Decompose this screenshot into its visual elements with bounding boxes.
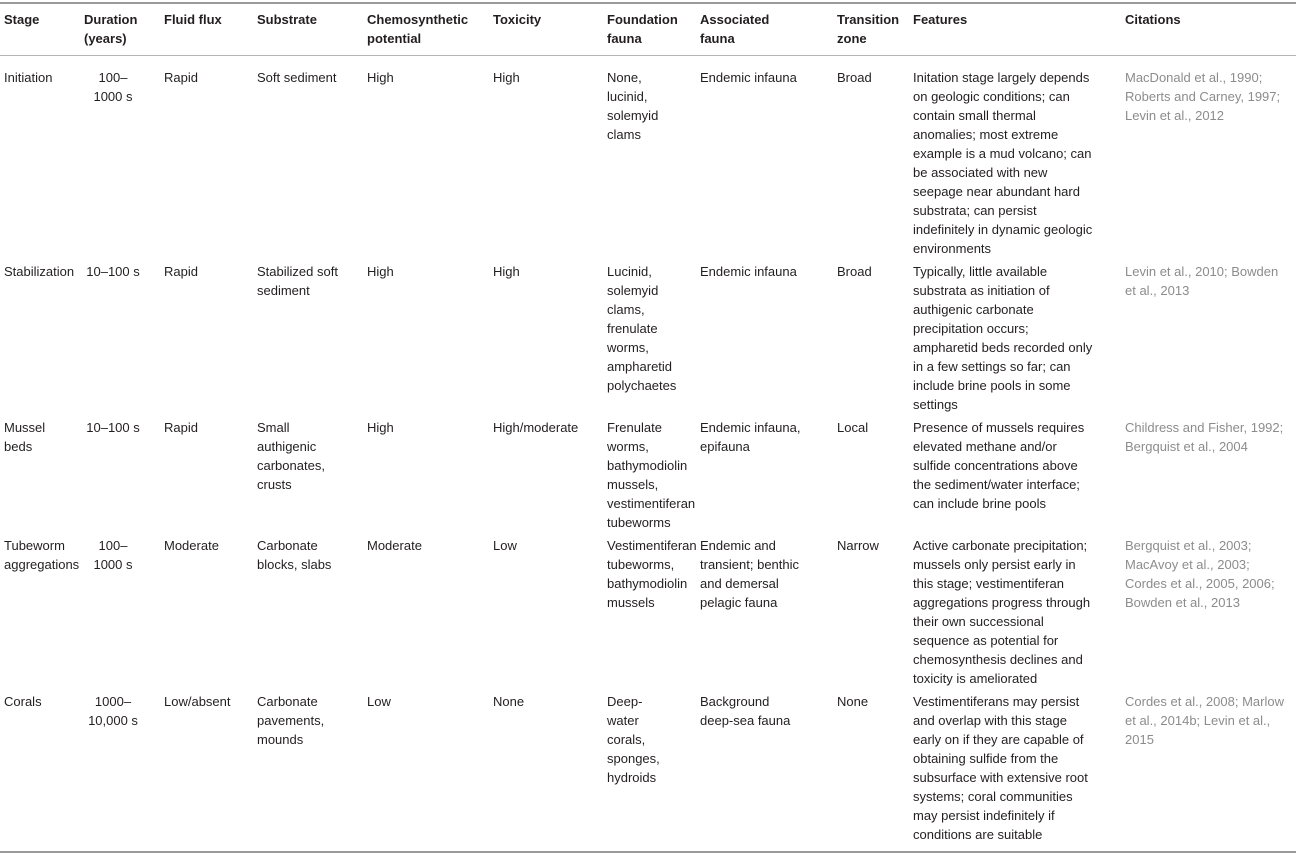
- cell-transition-line: Narrow: [837, 538, 879, 553]
- cell-features-line: ampharetid beds recorded only: [913, 340, 1093, 355]
- cell-fluid-line: Moderate: [164, 538, 219, 553]
- cell-substrate: [257, 692, 324, 749]
- cell-stage-line: Corals: [4, 694, 42, 709]
- cell-foundation-line: worms,: [607, 439, 649, 454]
- cell-toxicity-line: High/moderate: [493, 420, 579, 435]
- cell-features-line: and overlap with this stage: [913, 713, 1067, 728]
- cell-stage-line: aggregations: [4, 557, 80, 572]
- cell-foundation-line: mussels,: [607, 477, 659, 492]
- cell-associated-line: Endemic infauna,: [700, 420, 801, 435]
- cell-duration: [84, 692, 142, 730]
- cell-fluid: [164, 68, 198, 87]
- cell-citations-line: et al., 2014b; Levin et al.,: [1125, 713, 1271, 728]
- cell-chemo: [367, 692, 391, 711]
- cell-features-line: Typically, little available: [913, 264, 1048, 279]
- cell-foundation-line: worms,: [607, 340, 649, 355]
- cell-toxicity: [493, 262, 520, 281]
- cell-citations-line: Levin et al., 2010; Bowden: [1125, 264, 1279, 279]
- cell-features: [913, 262, 1092, 414]
- cell-transition: [837, 418, 868, 437]
- cell-duration-line: 100–: [98, 538, 128, 553]
- cell-citations-line: Bowden et al., 2013: [1125, 595, 1240, 610]
- header-features-line: Features: [913, 12, 968, 27]
- cell-features-line: in a few settings so far; can: [913, 359, 1071, 374]
- cell-fluid-line: Low/absent: [164, 694, 231, 709]
- header-toxicity-line: Toxicity: [493, 12, 542, 27]
- cell-citations: [1125, 536, 1275, 612]
- cell-toxicity-line: High: [493, 70, 520, 85]
- cell-duration-line: 1000–: [94, 694, 132, 709]
- cell-foundation-line: hydroids: [607, 770, 657, 785]
- cell-fluid: [164, 692, 231, 711]
- cell-associated-line: Endemic and: [700, 538, 776, 553]
- cell-foundation-line: Lucinid,: [607, 264, 652, 279]
- cell-features-line: precipitation occurs;: [913, 321, 1029, 336]
- cell-duration-line: 100–: [98, 70, 128, 85]
- cell-features-line: substrata as initiation of: [913, 283, 1050, 298]
- cell-foundation-line: solemyid: [607, 283, 659, 298]
- cell-citations-line: Bergquist et al., 2003;: [1125, 538, 1252, 553]
- header-features: [913, 10, 967, 29]
- cell-chemo-line: High: [367, 264, 394, 279]
- cell-features: [913, 418, 1084, 513]
- cell-chemo: [367, 418, 394, 437]
- cell-features-line: Vestimentiferans may persist: [913, 694, 1080, 709]
- header-transition: [837, 10, 899, 48]
- cell-features-line: Active carbonate precipitation;: [913, 538, 1088, 553]
- cell-chemo: [367, 68, 394, 87]
- cell-foundation-line: frenulate: [607, 321, 658, 336]
- cell-foundation-line: lucinid,: [607, 89, 648, 104]
- cell-substrate: [257, 68, 337, 87]
- cell-features-line: systems; coral communities: [913, 789, 1073, 804]
- cell-transition-line: Broad: [837, 264, 872, 279]
- header-fluid: [164, 10, 222, 29]
- cell-substrate-line: authigenic: [257, 439, 317, 454]
- cell-substrate-line: Soft sediment: [257, 70, 337, 85]
- cell-associated-line: transient; benthic: [700, 557, 800, 572]
- cell-duration-line: 10–100 s: [86, 264, 140, 279]
- cell-substrate: [257, 536, 331, 574]
- header-associated-line: fauna: [700, 31, 735, 46]
- cell-features-line: chemosynthesis declines and: [913, 652, 1083, 667]
- cell-features-line: aggregations progress through: [913, 595, 1091, 610]
- cell-features-line: settings: [913, 397, 958, 412]
- cell-foundation-line: water: [607, 713, 639, 728]
- cell-features-line: conditions are suitable: [913, 827, 1043, 842]
- cell-substrate-line: mounds: [257, 732, 304, 747]
- cell-foundation-line: None,: [607, 70, 642, 85]
- cell-foundation-line: Frenulate: [607, 420, 662, 435]
- cell-features-line: Presence of mussels requires: [913, 420, 1085, 435]
- cell-stage-line: beds: [4, 439, 33, 454]
- cell-foundation-line: mussels: [607, 595, 655, 610]
- cell-features-line: substrata; can persist: [913, 203, 1037, 218]
- cell-duration: [84, 262, 142, 281]
- header-foundation-line: Foundation: [607, 12, 678, 27]
- cell-citations-line: Bergquist et al., 2004: [1125, 439, 1248, 454]
- cell-fluid-line: Rapid: [164, 420, 198, 435]
- cell-stage: [4, 262, 74, 281]
- cell-citations: [1125, 68, 1280, 125]
- cell-substrate-line: Carbonate: [257, 538, 318, 553]
- cell-features-line: anomalies; most extreme: [913, 127, 1059, 142]
- cell-foundation: [607, 262, 676, 395]
- cell-features: [913, 68, 1092, 258]
- cell-citations-line: Levin et al., 2012: [1125, 108, 1225, 123]
- cell-associated: [700, 262, 797, 281]
- header-substrate-line: Substrate: [257, 12, 317, 27]
- cell-foundation-line: solemyid: [607, 108, 659, 123]
- cell-duration-line: 1000 s: [93, 89, 133, 104]
- cell-citations-line: et al., 2013: [1125, 283, 1190, 298]
- cell-features-line: mussels only persist early in: [913, 557, 1076, 572]
- cell-foundation-line: Vestimentiferan: [607, 538, 697, 553]
- cell-fluid-line: Rapid: [164, 70, 198, 85]
- cell-features-line: seepage near abundant hard: [913, 184, 1080, 199]
- header-citations-line: Citations: [1125, 12, 1181, 27]
- cell-features-line: on geologic conditions; can: [913, 89, 1070, 104]
- header-toxicity: [493, 10, 541, 29]
- cell-transition: [837, 262, 872, 281]
- header-substrate: [257, 10, 317, 29]
- cell-features-line: may persist indefinitely if: [913, 808, 1055, 823]
- cell-citations-line: MacDonald et al., 1990;: [1125, 70, 1263, 85]
- cell-features-line: this stage; vestimentiferan: [913, 576, 1065, 591]
- cell-features-line: elevated methane and/or: [913, 439, 1057, 454]
- cell-transition: [837, 68, 872, 87]
- header-fluid-line: Fluid flux: [164, 12, 222, 27]
- cell-features-line: subsurface with extensive root: [913, 770, 1088, 785]
- header-duration: [84, 10, 137, 48]
- cell-features-line: contain small thermal: [913, 108, 1036, 123]
- cell-citations-line: Cordes et al., 2005, 2006;: [1125, 576, 1275, 591]
- cell-substrate-line: crusts: [257, 477, 292, 492]
- cell-foundation-line: tubeworms: [607, 515, 671, 530]
- cell-features-line: obtaining sulfide from the: [913, 751, 1059, 766]
- cell-foundation-line: vestimentiferan: [607, 496, 696, 511]
- cell-associated-line: epifauna: [700, 439, 750, 454]
- cell-chemo-line: Low: [367, 694, 391, 709]
- cell-transition-line: None: [837, 694, 869, 709]
- cell-substrate-line: Carbonate: [257, 694, 318, 709]
- header-associated: [700, 10, 769, 48]
- cell-foundation: [607, 68, 658, 144]
- cell-chemo-line: Moderate: [367, 538, 422, 553]
- header-chemo-line: Chemosynthetic: [367, 12, 469, 27]
- cell-toxicity-line: None: [493, 694, 525, 709]
- cell-stage: [4, 68, 52, 87]
- cell-substrate: [257, 262, 338, 300]
- cell-citations: [1125, 692, 1284, 749]
- cell-foundation-line: clams: [607, 127, 641, 142]
- cell-stage-line: Stabilization: [4, 264, 75, 279]
- table-top-rule: [0, 2, 1296, 4]
- cell-transition: [837, 536, 879, 555]
- header-foundation-line: fauna: [607, 31, 642, 46]
- cell-features-line: example is a mud volcano; can: [913, 146, 1092, 161]
- cell-foundation: [607, 418, 695, 532]
- cell-fluid: [164, 262, 198, 281]
- cell-toxicity: [493, 536, 517, 555]
- cell-associated: [700, 692, 790, 730]
- cell-stage-line: Mussel: [4, 420, 46, 435]
- cell-citations-line: MacAvoy et al., 2003;: [1125, 557, 1250, 572]
- cell-transition: [837, 692, 868, 711]
- cell-associated: [700, 68, 797, 87]
- header-chemo-line: potential: [367, 31, 422, 46]
- cell-foundation: [607, 536, 697, 612]
- cell-foundation-line: tubeworms,: [607, 557, 675, 572]
- cell-transition-line: Broad: [837, 70, 872, 85]
- cell-features-line: early on if they are capable of: [913, 732, 1084, 747]
- cell-chemo: [367, 536, 422, 555]
- cell-associated: [700, 418, 800, 456]
- cell-duration: [84, 418, 142, 437]
- cell-associated-line: and demersal: [700, 576, 779, 591]
- cell-foundation: [607, 692, 660, 787]
- header-duration-line: Duration: [84, 12, 138, 27]
- cell-associated-line: Endemic infauna: [700, 70, 797, 85]
- cell-features-line: their own successional: [913, 614, 1044, 629]
- cell-features-line: toxicity is ameliorated: [913, 671, 1038, 686]
- cell-foundation-line: Deep-: [607, 694, 643, 709]
- cell-citations-line: 2015: [1125, 732, 1154, 747]
- cell-transition-line: Local: [837, 420, 869, 435]
- header-transition-line: Transition: [837, 12, 900, 27]
- cell-foundation-line: corals,: [607, 732, 646, 747]
- cell-duration: [84, 68, 142, 106]
- cell-chemo: [367, 262, 394, 281]
- cell-toxicity: [493, 68, 520, 87]
- header-divider-rule: [0, 55, 1296, 56]
- cell-features-line: be associated with new: [913, 165, 1048, 180]
- cell-substrate-line: Small: [257, 420, 290, 435]
- cell-duration-line: 1000 s: [93, 557, 133, 572]
- cell-features-line: sequence as potential for: [913, 633, 1059, 648]
- cell-chemo-line: High: [367, 420, 394, 435]
- header-stage-line: Stage: [4, 12, 40, 27]
- cell-foundation-line: ampharetid: [607, 359, 673, 374]
- header-stage: [4, 10, 39, 29]
- cell-features-line: environments: [913, 241, 992, 256]
- cell-stage: [4, 536, 79, 574]
- cell-foundation-line: clams,: [607, 302, 645, 317]
- cell-chemo-line: High: [367, 70, 394, 85]
- cell-features-line: include brine pools in some: [913, 378, 1071, 393]
- cell-associated-line: Endemic infauna: [700, 264, 797, 279]
- cell-substrate-line: Stabilized soft: [257, 264, 338, 279]
- cell-stage-line: Tubeworm: [4, 538, 65, 553]
- cell-duration-line: 10,000 s: [88, 713, 138, 728]
- cell-features-line: Initation stage largely depends: [913, 70, 1090, 85]
- cell-substrate: [257, 418, 325, 494]
- cell-features-line: sulfide concentrations above: [913, 458, 1078, 473]
- cell-fluid-line: Rapid: [164, 264, 198, 279]
- cell-substrate-line: blocks, slabs: [257, 557, 332, 572]
- cell-associated: [700, 536, 799, 612]
- cell-foundation-line: polychaetes: [607, 378, 677, 393]
- cell-citations: [1125, 262, 1278, 300]
- header-foundation: [607, 10, 678, 48]
- cell-features-line: indefinitely in dynamic geologic: [913, 222, 1093, 237]
- cell-fluid: [164, 536, 219, 555]
- cell-toxicity-line: Low: [493, 538, 517, 553]
- cell-associated-line: pelagic fauna: [700, 595, 778, 610]
- cell-citations: [1125, 418, 1283, 456]
- cell-features-line: the sediment/water interface;: [913, 477, 1080, 492]
- cell-features: [913, 692, 1088, 844]
- header-citations: [1125, 10, 1181, 29]
- cell-toxicity: [493, 692, 524, 711]
- cell-features-line: can include brine pools: [913, 496, 1046, 511]
- cell-stage: [4, 692, 42, 711]
- cell-substrate-line: carbonates,: [257, 458, 325, 473]
- cell-foundation-line: sponges,: [607, 751, 660, 766]
- cell-substrate-line: sediment: [257, 283, 310, 298]
- header-chemo: [367, 10, 468, 48]
- cell-stage: [4, 418, 45, 456]
- cell-citations-line: Roberts and Carney, 1997;: [1125, 89, 1281, 104]
- cell-fluid: [164, 418, 198, 437]
- cell-duration: [84, 536, 142, 574]
- cell-associated-line: deep-sea fauna: [700, 713, 791, 728]
- cell-features-line: authigenic carbonate: [913, 302, 1034, 317]
- cell-citations-line: Childress and Fisher, 1992;: [1125, 420, 1284, 435]
- cell-duration-line: 10–100 s: [86, 420, 140, 435]
- header-associated-line: Associated: [700, 12, 770, 27]
- cell-features: [913, 536, 1090, 688]
- cell-associated-line: Background: [700, 694, 770, 709]
- cell-toxicity: [493, 418, 578, 437]
- table-bottom-rule: [0, 851, 1296, 853]
- cell-toxicity-line: High: [493, 264, 520, 279]
- cell-foundation-line: bathymodiolin: [607, 458, 688, 473]
- cell-citations-line: Cordes et al., 2008; Marlow: [1125, 694, 1284, 709]
- cell-substrate-line: pavements,: [257, 713, 325, 728]
- cell-foundation-line: bathymodiolin: [607, 576, 688, 591]
- header-duration-line: (years): [84, 31, 127, 46]
- cell-stage-line: Initiation: [4, 70, 53, 85]
- header-transition-line: zone: [837, 31, 867, 46]
